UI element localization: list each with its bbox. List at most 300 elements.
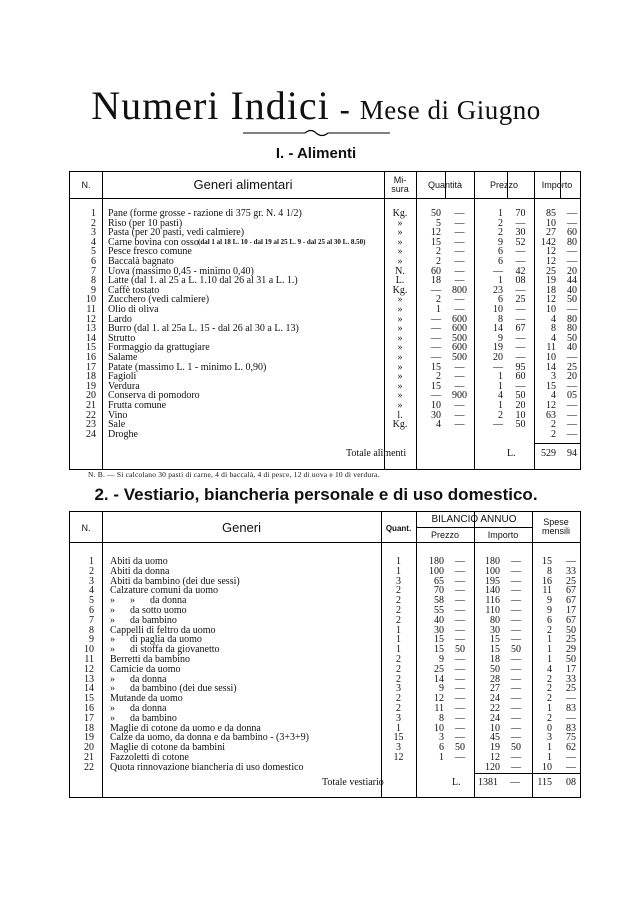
ornament-divider — [0, 128, 632, 138]
row-number: 15 — [84, 693, 94, 705]
row-price-cent: 67 — [515, 323, 526, 335]
row-qty-gr: — — [454, 256, 465, 267]
title-sub: Mese di Giugno — [359, 95, 541, 125]
row-amount-lire: 12 — [546, 256, 556, 267]
row-spese-cent: 25 — [566, 634, 576, 646]
col-header-item: Generi — [221, 520, 262, 535]
row-amount-lire: 14 — [546, 361, 556, 373]
col-header-spese — [532, 518, 580, 536]
row-qty-gr: — — [454, 275, 465, 287]
row-item: Salame — [108, 352, 138, 363]
row-qty: 30 — [431, 409, 441, 421]
section-title-vestiario: 2. - Vestiario, biancheria personale e di uso domestico. — [94, 485, 538, 504]
row-item: Patate (massimo L. 1 - minimo L. 0,90) — [108, 361, 267, 373]
row-qty: — — [431, 323, 441, 335]
row-item: Maglie di cotone da uomo e da donna — [110, 722, 261, 734]
row-number: 14 — [86, 332, 96, 344]
row-qty: 18 — [431, 275, 441, 287]
row-price-cent: — — [515, 313, 526, 325]
row-amount-cent: — — [511, 634, 521, 646]
row-price-lire: 70 — [434, 585, 444, 597]
row-item: » da donna — [110, 703, 167, 714]
row-amount-cent: — — [567, 419, 577, 431]
row-item: Sale — [108, 419, 126, 431]
row-qty: 2 — [396, 663, 401, 675]
row-number: 20 — [84, 742, 94, 754]
row-number: 6 — [89, 605, 94, 616]
row-amount-lire: 30 — [490, 624, 500, 636]
row-qty: 2 — [396, 605, 401, 616]
row-price-lire: 30 — [434, 624, 444, 636]
row-price-cent: — — [455, 693, 465, 705]
row-item: » di paglia da uomo — [110, 634, 202, 646]
row-price-lire: 58 — [434, 595, 444, 607]
row-spese-cent: 62 — [566, 742, 576, 754]
row-qty: 2 — [436, 256, 441, 267]
row-amount-cent: 50 — [511, 742, 521, 754]
row-price-lire: 6 — [498, 294, 503, 306]
row-number: 11 — [86, 304, 96, 315]
row-amount-cent: — — [567, 217, 577, 229]
row-price-cent: — — [515, 284, 526, 296]
row-price-lire: 2 — [498, 409, 503, 421]
row-item: Pasta (per 20 pasti, vedi calmiere) — [108, 227, 245, 239]
footnote: N. B. — Si calcolano 30 pasti di carne, 4 di baccalà, 4 di pesce, 12 di uova e 10 di verdura. — [88, 470, 380, 479]
row-item: Verdura — [108, 380, 140, 392]
row-number: 9 — [91, 284, 96, 296]
row-amount-cent: — — [511, 575, 521, 587]
row-spese-lire: 8 — [547, 565, 552, 577]
row-spese-cent: 83 — [566, 722, 576, 734]
row-spese-lire: 6 — [547, 614, 552, 626]
row-amount-lire: 8 — [551, 323, 556, 335]
row-spese-cent: — — [566, 556, 576, 567]
row-price-lire: — — [493, 361, 503, 373]
row-item: Baccalà bagnato — [108, 256, 174, 267]
row-number: 8 — [89, 624, 94, 636]
row-item: Fagioli — [108, 371, 137, 383]
row-item: Frutta comune — [108, 400, 167, 411]
row-amount-cent: 20 — [567, 371, 577, 383]
row-amount-lire: 85 — [546, 208, 556, 219]
row-qty: 15 — [393, 732, 404, 744]
row-price-lire: 3 — [439, 732, 444, 744]
row-qty: — — [431, 284, 441, 296]
row-amount-lire: 100 — [485, 565, 500, 577]
row-qty-gr: — — [454, 217, 465, 229]
row-spese-lire: 2 — [547, 624, 552, 636]
row-amount-cent: 50 — [567, 332, 577, 344]
row-item: Quota rinnovazione biancheria di uso domestico — [110, 761, 304, 773]
row-price-lire: 8 — [439, 712, 444, 724]
row-amount-cent: — — [567, 400, 577, 411]
row-price-cent: 52 — [515, 236, 526, 248]
row-price-cent: — — [455, 614, 465, 626]
row-spese-lire: 9 — [547, 605, 552, 616]
row-price-cent: — — [515, 217, 526, 229]
row-number: 5 — [89, 595, 94, 607]
row-amount-cent: — — [567, 409, 577, 421]
row-amount-cent: — — [511, 712, 521, 724]
row-price-cent: — — [455, 712, 465, 724]
row-amount-lire: 110 — [485, 605, 500, 616]
row-number: 12 — [86, 313, 96, 325]
row-item: » » da donna — [110, 595, 187, 607]
row-spese-cent: 83 — [566, 703, 576, 714]
row-spese-cent: 25 — [566, 575, 576, 587]
row-price-lire: 6 — [498, 246, 503, 258]
row-amount-cent: — — [511, 614, 521, 626]
row-item: Camicie da uomo — [110, 663, 181, 675]
row-item: Carne bovina con osso — [108, 236, 199, 248]
total-currency: L. — [507, 448, 516, 459]
row-price-cent: — — [515, 342, 526, 354]
row-price-cent: — — [455, 585, 465, 597]
row-price-lire: — — [493, 265, 503, 277]
row-qty-gr: — — [454, 380, 465, 392]
row-item: Latte (dal 1. al 25 a L. 1.10 dal 26 al 31 a L. 1.) — [108, 275, 298, 287]
table-alimenti — [69, 171, 581, 470]
row-price-lire: 9 — [439, 654, 444, 665]
row-price-cent: 60 — [515, 371, 526, 383]
row-qty: 2 — [396, 654, 401, 665]
row-amount-lire: 18 — [490, 654, 500, 665]
row-amount-cent: 50 — [511, 644, 521, 656]
row-amount-cent: — — [511, 556, 521, 567]
row-qty: — — [431, 390, 441, 402]
row-number: 18 — [86, 371, 96, 383]
row-item: » da bambino — [110, 712, 177, 724]
row-amount-cent: — — [511, 703, 521, 714]
row-price-lire: 2 — [498, 217, 503, 229]
row-unit: » — [397, 217, 403, 229]
row-spese-cent: 17 — [566, 605, 576, 616]
row-number: 22 — [84, 761, 94, 773]
row-price-cent: 42 — [515, 265, 526, 277]
row-qty-gr: 600 — [452, 323, 467, 335]
row-amount-cent: 40 — [567, 284, 577, 296]
row-item: Abiti da bambino (dei due sessi) — [110, 575, 240, 587]
row-price-lire: 20 — [493, 352, 503, 363]
row-qty-gr: 600 — [452, 342, 467, 354]
row-number: 12 — [84, 663, 94, 675]
col-header-price: Prezzo — [430, 530, 459, 540]
row-spese-cent: 33 — [566, 565, 576, 577]
col-header-mis-2: sura — [391, 184, 409, 194]
row-item: Droghe — [108, 428, 138, 440]
row-price-cent: — — [515, 256, 526, 267]
row-spese-cent: 17 — [566, 663, 576, 675]
title-main: Numeri Indici — [91, 83, 330, 128]
row-qty-gr: — — [454, 361, 465, 373]
row-amount-cent: 50 — [567, 294, 577, 306]
row-amount-cent: 40 — [567, 342, 577, 354]
row-item: Berretti da bambino — [110, 654, 190, 665]
row-number: 13 — [86, 323, 96, 335]
row-price-cent: — — [455, 673, 465, 685]
row-price-lire: 15 — [434, 644, 444, 656]
row-unit: » — [397, 400, 403, 411]
row-qty: 3 — [396, 742, 401, 754]
row-item: Pane (forme grosse - razione di 375 gr. N. 4 1/2) — [108, 208, 302, 219]
row-price-lire: 25 — [434, 663, 444, 675]
row-number: 24 — [86, 428, 96, 440]
row-price-cent: — — [455, 683, 465, 695]
row-amount-cent: — — [511, 585, 521, 597]
row-qty: 2 — [436, 371, 441, 383]
row-number: 20 — [86, 390, 96, 402]
row-price-lire: 12 — [434, 693, 444, 705]
row-amount-lire: 180 — [485, 556, 500, 567]
row-qty: 4 — [436, 419, 441, 431]
row-price-lire: 23 — [493, 284, 503, 296]
row-price-cent: — — [455, 605, 465, 616]
row-price-lire: 1 — [498, 400, 503, 411]
row-amount-lire: 80 — [490, 614, 500, 626]
row-price-cent: 50 — [455, 644, 465, 656]
row-amount-lire: 140 — [485, 585, 500, 597]
row-item-note: (dal 1 al 18 L. 10 - dal 19 al 25 L. 9 - dal 25 al 30 L. 8.50) — [198, 237, 366, 246]
row-price-lire: 180 — [429, 556, 444, 567]
row-amount-cent: — — [511, 673, 521, 685]
row-number: 18 — [84, 722, 94, 734]
row-price-lire: 1 — [439, 752, 444, 763]
row-amount-lire: 50 — [490, 663, 500, 675]
row-spese-cent: 67 — [566, 595, 576, 607]
row-number: 14 — [84, 683, 94, 695]
row-qty: 1 — [396, 644, 401, 656]
row-amount-cent: — — [511, 752, 521, 763]
col-header-item: Generi alimentari — [193, 177, 293, 192]
row-amount-lire: 4 — [551, 313, 556, 325]
row-amount-cent: — — [567, 208, 577, 219]
row-amount-cent: — — [511, 683, 521, 695]
row-unit: » — [397, 332, 403, 344]
row-qty: 2 — [396, 673, 401, 685]
row-spese-lire: 1 — [547, 752, 552, 763]
row-price-lire: 55 — [434, 605, 444, 616]
row-price-lire: 10 — [434, 722, 444, 734]
row-item: » da bambino — [110, 614, 177, 626]
row-spese-cent: — — [566, 693, 576, 705]
row-spese-lire: 9 — [547, 595, 552, 607]
row-qty: 2 — [436, 246, 441, 258]
row-qty: — — [431, 313, 441, 325]
row-unit: » — [397, 246, 403, 258]
row-price-lire: 9 — [439, 683, 444, 695]
row-spese-cent: 67 — [566, 614, 576, 626]
row-amount-lire: 2 — [551, 428, 556, 440]
col-header-spese-1: Spese — [543, 517, 569, 527]
row-qty: 2 — [396, 585, 401, 597]
row-qty-gr: — — [454, 208, 465, 219]
row-amount-cent: 80 — [567, 313, 577, 325]
row-qty: 15 — [431, 361, 441, 373]
row-item: Abiti da uomo — [110, 556, 168, 567]
row-spese-cent: 50 — [566, 654, 576, 665]
title-dash: - — [339, 93, 350, 126]
row-unit: » — [397, 227, 403, 239]
col-header-bilancio: BILANCIO ANNUO — [431, 514, 517, 525]
row-qty-gr: — — [454, 265, 465, 277]
row-amount-lire: 24 — [490, 712, 500, 724]
row-amount-lire: 120 — [485, 761, 500, 773]
row-price-lire: 11 — [434, 703, 444, 714]
row-price-cent: — — [455, 634, 465, 646]
row-spese-lire: 2 — [547, 712, 552, 724]
row-amount-lire: 116 — [485, 595, 500, 607]
row-qty-gr: — — [454, 409, 465, 421]
row-qty: — — [431, 342, 441, 354]
row-number: 21 — [84, 752, 94, 763]
row-number: 6 — [91, 256, 96, 267]
row-qty-gr: — — [454, 304, 465, 315]
row-qty: 1 — [396, 722, 401, 734]
row-number: 3 — [89, 575, 94, 587]
row-price-lire: 9 — [498, 236, 503, 248]
row-spese-cent: 50 — [566, 624, 576, 636]
row-price-cent: 10 — [515, 409, 526, 421]
row-amount-cent: 05 — [567, 390, 577, 402]
row-number: 8 — [91, 275, 96, 287]
row-spese-lire: 16 — [542, 575, 552, 587]
row-amount-cent: — — [511, 693, 521, 705]
row-item: Uova (massimo 0,45 - minimo 0,40) — [108, 265, 254, 277]
section-title-alimenti: I. - Alimenti — [275, 145, 357, 162]
row-amount-cent: 60 — [567, 227, 577, 239]
row-item: Fazzoletti di cotone — [110, 752, 189, 763]
row-qty-gr: — — [454, 227, 465, 239]
row-price-cent: — — [455, 565, 465, 577]
row-price-cent: — — [515, 246, 526, 258]
row-price-lire: — — [493, 419, 503, 431]
row-number: 21 — [86, 400, 96, 411]
row-spese-lire: 2 — [547, 683, 552, 695]
total-spese-cent: 08 — [566, 777, 576, 788]
row-unit: » — [397, 323, 403, 335]
row-unit: » — [397, 342, 403, 354]
row-qty: 12 — [431, 227, 441, 239]
row-spese-lire: 11 — [542, 585, 552, 597]
row-item: » di stoffa da giovanetto — [110, 644, 220, 656]
row-spese-cent: 75 — [566, 732, 576, 744]
row-price-cent: — — [455, 732, 465, 744]
row-spese-cent: — — [566, 761, 576, 773]
row-amount-lire: 195 — [485, 575, 500, 587]
total-currency: L. — [452, 777, 461, 788]
row-price-cent: — — [455, 752, 465, 763]
row-spese-lire: 10 — [542, 761, 552, 773]
row-unit: » — [397, 361, 403, 373]
row-price-cent: — — [455, 703, 465, 714]
row-amount-cent: — — [511, 595, 521, 607]
row-price-cent: — — [455, 624, 465, 636]
row-number: 15 — [86, 342, 96, 354]
row-qty-gr: — — [454, 236, 465, 248]
row-amount-lire: 18 — [546, 284, 556, 296]
row-qty: 2 — [436, 294, 441, 306]
row-amount-lire: 142 — [541, 236, 556, 248]
row-number: 16 — [84, 703, 94, 714]
row-amount-cent: — — [567, 380, 577, 392]
row-unit: L. — [395, 275, 405, 287]
row-unit: N. — [395, 265, 405, 277]
row-price-cent: — — [455, 654, 465, 665]
row-amount-lire: 15 — [490, 634, 500, 646]
row-number: 5 — [91, 246, 96, 258]
row-qty-gr: — — [454, 419, 465, 431]
row-price-lire: 1 — [498, 380, 503, 392]
row-price-cent: 70 — [515, 208, 526, 219]
row-number: 2 — [89, 565, 94, 577]
row-item: Vino — [108, 409, 128, 421]
row-amount-lire: 19 — [546, 275, 556, 287]
row-qty: 10 — [431, 400, 441, 411]
row-item: Abiti da donna — [110, 565, 170, 577]
total-amount-cent: 94 — [567, 448, 577, 459]
row-unit: » — [397, 304, 403, 315]
row-item: Caffè tostato — [108, 284, 160, 296]
row-price-cent: — — [455, 575, 465, 587]
row-amount-cent: 20 — [567, 265, 577, 277]
row-amount-lire: 63 — [546, 409, 556, 421]
row-price-lire: 9 — [498, 332, 503, 344]
row-number: 2 — [91, 217, 96, 229]
row-amount-lire: 12 — [490, 752, 500, 763]
row-amount-lire: 24 — [490, 693, 500, 705]
row-number: 19 — [84, 732, 94, 744]
row-unit: » — [397, 256, 403, 267]
row-number: 7 — [89, 614, 94, 626]
col-header-spese-2: mensili — [541, 526, 570, 536]
row-spese-lire: 15 — [542, 556, 552, 567]
row-price-cent: 50 — [455, 742, 465, 754]
row-number: 17 — [84, 712, 94, 724]
row-price-lire: 19 — [493, 342, 503, 354]
row-qty: 3 — [396, 683, 401, 695]
total-amount-lire: 1381 — [478, 777, 498, 788]
row-amount-cent: — — [567, 428, 577, 440]
row-price-lire: 14 — [493, 323, 503, 335]
row-unit: Kg. — [392, 419, 408, 431]
row-item: Burro (dal 1. al 25a L. 15 - dal 26 al 30 a L. 13) — [108, 323, 299, 335]
row-price-lire: 1 — [498, 371, 503, 383]
row-qty-gr: 500 — [452, 332, 467, 344]
row-amount-cent: — — [511, 565, 521, 577]
row-unit: l. — [397, 409, 403, 421]
row-amount-lire: 10 — [546, 304, 556, 315]
row-spese-lire: 3 — [547, 732, 552, 744]
row-amount-lire: 4 — [551, 332, 556, 344]
row-number: 1 — [89, 556, 94, 567]
total-label: Totale vestiario — [322, 777, 384, 788]
row-price-lire: 8 — [498, 313, 503, 325]
row-amount-lire: 12 — [546, 400, 556, 411]
row-amount-lire: 22 — [490, 703, 500, 714]
row-qty: — — [431, 352, 441, 363]
row-qty: 1 — [436, 304, 441, 315]
row-spese-cent: 67 — [566, 585, 576, 597]
row-amount-lire: 25 — [546, 265, 556, 277]
row-amount-lire: 10 — [490, 722, 500, 734]
row-spese-cent: — — [566, 752, 576, 763]
row-number: 3 — [91, 227, 96, 239]
row-unit: » — [397, 352, 403, 363]
row-qty: 3 — [396, 712, 401, 724]
row-price-cent: — — [515, 304, 526, 315]
row-amount-cent: 80 — [567, 323, 577, 335]
row-amount-lire: 2 — [551, 419, 556, 431]
